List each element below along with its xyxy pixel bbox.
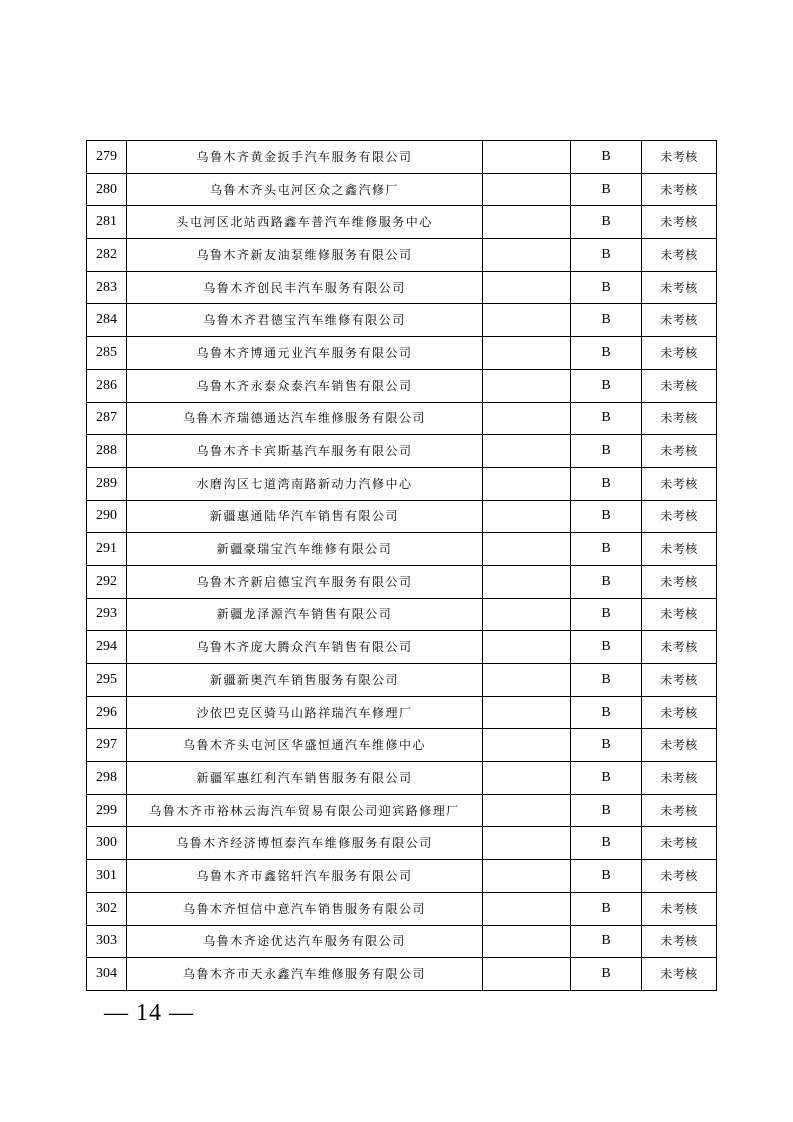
- record-number: 301: [87, 860, 127, 893]
- assessment-status: 未考核: [642, 729, 717, 762]
- company-name: 乌鲁木齐博通元业汽车服务有限公司: [127, 337, 483, 370]
- empty-cell: [483, 565, 571, 598]
- grade: B: [571, 141, 642, 174]
- assessment-status: 未考核: [642, 860, 717, 893]
- empty-cell: [483, 533, 571, 566]
- company-name: 乌鲁木齐市裕林云海汽车贸易有限公司迎宾路修理厂: [127, 794, 483, 827]
- record-number: 287: [87, 402, 127, 435]
- empty-cell: [483, 435, 571, 468]
- grade: B: [571, 402, 642, 435]
- empty-cell: [483, 827, 571, 860]
- company-name: 乌鲁木齐经济博恒泰汽车维修服务有限公司: [127, 827, 483, 860]
- empty-cell: [483, 467, 571, 500]
- record-number: 288: [87, 435, 127, 468]
- grade: B: [571, 664, 642, 697]
- record-number: 283: [87, 271, 127, 304]
- grade: B: [571, 206, 642, 239]
- grade: B: [571, 533, 642, 566]
- table-row: [87, 696, 717, 729]
- table-row: [87, 762, 717, 795]
- table-row: [87, 369, 717, 402]
- table-row: [87, 631, 717, 664]
- record-number: 285: [87, 337, 127, 370]
- company-name: 乌鲁木齐创民丰汽车服务有限公司: [127, 271, 483, 304]
- grade: B: [571, 239, 642, 272]
- table-row: [87, 337, 717, 370]
- empty-cell: [483, 173, 571, 206]
- records-body: [87, 141, 717, 991]
- company-name: 乌鲁木齐头屯河区华盛恒通汽车维修中心: [127, 729, 483, 762]
- empty-cell: [483, 206, 571, 239]
- assessment-status: 未考核: [642, 173, 717, 206]
- table-row: [87, 729, 717, 762]
- company-name: 沙依巴克区骑马山路祥瑞汽车修理厂: [127, 696, 483, 729]
- empty-cell: [483, 337, 571, 370]
- table-row: [87, 598, 717, 631]
- assessment-status: 未考核: [642, 271, 717, 304]
- table-row: [87, 173, 717, 206]
- empty-cell: [483, 958, 571, 991]
- grade: B: [571, 598, 642, 631]
- empty-cell: [483, 402, 571, 435]
- table-row: [87, 239, 717, 272]
- grade: B: [571, 925, 642, 958]
- record-number: 284: [87, 304, 127, 337]
- assessment-status: 未考核: [642, 206, 717, 239]
- grade: B: [571, 631, 642, 664]
- assessment-status: 未考核: [642, 467, 717, 500]
- assessment-status: 未考核: [642, 696, 717, 729]
- record-number: 281: [87, 206, 127, 239]
- table-row: [87, 860, 717, 893]
- company-name: 乌鲁木齐市鑫铭轩汽车服务有限公司: [127, 860, 483, 893]
- grade: B: [571, 827, 642, 860]
- empty-cell: [483, 729, 571, 762]
- assessment-status: 未考核: [642, 958, 717, 991]
- table-row: [87, 794, 717, 827]
- table-row: [87, 533, 717, 566]
- table-row: [87, 141, 717, 174]
- company-name: 乌鲁木齐瑞德通达汽车维修服务有限公司: [127, 402, 483, 435]
- record-number: 295: [87, 664, 127, 697]
- grade: B: [571, 173, 642, 206]
- company-name: 新疆豪瑞宝汽车维修有限公司: [127, 533, 483, 566]
- company-name: 新疆龙泽源汽车销售有限公司: [127, 598, 483, 631]
- grade: B: [571, 958, 642, 991]
- company-name: 乌鲁木齐卡宾斯基汽车服务有限公司: [127, 435, 483, 468]
- record-number: 297: [87, 729, 127, 762]
- assessment-status: 未考核: [642, 533, 717, 566]
- empty-cell: [483, 369, 571, 402]
- company-name: 乌鲁木齐君德宝汽车维修有限公司: [127, 304, 483, 337]
- table-row: [87, 304, 717, 337]
- empty-cell: [483, 304, 571, 337]
- empty-cell: [483, 860, 571, 893]
- empty-cell: [483, 631, 571, 664]
- grade: B: [571, 565, 642, 598]
- company-name: 乌鲁木齐恒信中意汽车销售服务有限公司: [127, 892, 483, 925]
- grade: B: [571, 762, 642, 795]
- grade: B: [571, 337, 642, 370]
- table-row: [87, 467, 717, 500]
- table-row: [87, 925, 717, 958]
- assessment-status: 未考核: [642, 925, 717, 958]
- empty-cell: [483, 664, 571, 697]
- record-number: 290: [87, 500, 127, 533]
- record-number: 298: [87, 762, 127, 795]
- company-name: 乌鲁木齐永泰众泰汽车销售有限公司: [127, 369, 483, 402]
- company-name: 乌鲁木齐黄金扳手汽车服务有限公司: [127, 141, 483, 174]
- record-number: 302: [87, 892, 127, 925]
- record-number: 296: [87, 696, 127, 729]
- grade: B: [571, 369, 642, 402]
- assessment-status: 未考核: [642, 141, 717, 174]
- company-name: 新疆惠通陆华汽车销售有限公司: [127, 500, 483, 533]
- grade: B: [571, 271, 642, 304]
- assessment-status: 未考核: [642, 827, 717, 860]
- record-number: 294: [87, 631, 127, 664]
- record-number: 291: [87, 533, 127, 566]
- table-row: [87, 402, 717, 435]
- grade: B: [571, 860, 642, 893]
- grade: B: [571, 696, 642, 729]
- grade: B: [571, 304, 642, 337]
- assessment-status: 未考核: [642, 369, 717, 402]
- table-row: [87, 206, 717, 239]
- grade: B: [571, 729, 642, 762]
- assessment-status: 未考核: [642, 565, 717, 598]
- record-number: 282: [87, 239, 127, 272]
- assessment-status: 未考核: [642, 892, 717, 925]
- empty-cell: [483, 762, 571, 795]
- record-number: 303: [87, 925, 127, 958]
- empty-cell: [483, 892, 571, 925]
- company-name: 乌鲁木齐市天永鑫汽车维修服务有限公司: [127, 958, 483, 991]
- company-name: 水磨沟区七道湾南路新动力汽修中心: [127, 467, 483, 500]
- company-name: 乌鲁木齐庞大腾众汽车销售有限公司: [127, 631, 483, 664]
- table-row: [87, 500, 717, 533]
- empty-cell: [483, 500, 571, 533]
- assessment-status: 未考核: [642, 337, 717, 370]
- table-row: [87, 827, 717, 860]
- table-row: [87, 271, 717, 304]
- empty-cell: [483, 696, 571, 729]
- empty-cell: [483, 925, 571, 958]
- grade: B: [571, 435, 642, 468]
- record-number: 293: [87, 598, 127, 631]
- table-row: [87, 958, 717, 991]
- company-name: 头屯河区北站西路鑫车普汽车维修服务中心: [127, 206, 483, 239]
- page-number: — 14 —: [104, 1000, 194, 1026]
- assessment-status: 未考核: [642, 304, 717, 337]
- assessment-status: 未考核: [642, 598, 717, 631]
- empty-cell: [483, 271, 571, 304]
- grade: B: [571, 794, 642, 827]
- assessment-status: 未考核: [642, 762, 717, 795]
- assessment-status: 未考核: [642, 631, 717, 664]
- assessment-status: 未考核: [642, 794, 717, 827]
- record-number: 289: [87, 467, 127, 500]
- company-name: 乌鲁木齐头屯河区众之鑫汽修厂: [127, 173, 483, 206]
- table-row: [87, 664, 717, 697]
- grade: B: [571, 892, 642, 925]
- record-number: 280: [87, 173, 127, 206]
- assessment-status: 未考核: [642, 239, 717, 272]
- grade: B: [571, 467, 642, 500]
- empty-cell: [483, 794, 571, 827]
- assessment-status: 未考核: [642, 435, 717, 468]
- company-name: 新疆军惠红利汽车销售服务有限公司: [127, 762, 483, 795]
- table-row: [87, 892, 717, 925]
- record-number: 300: [87, 827, 127, 860]
- empty-cell: [483, 598, 571, 631]
- assessment-status: 未考核: [642, 402, 717, 435]
- company-name: 乌鲁木齐途优达汽车服务有限公司: [127, 925, 483, 958]
- record-number: 299: [87, 794, 127, 827]
- company-name: 新疆新奥汽车销售服务有限公司: [127, 664, 483, 697]
- record-number: 286: [87, 369, 127, 402]
- empty-cell: [483, 239, 571, 272]
- assessment-status: 未考核: [642, 664, 717, 697]
- assessment-status: 未考核: [642, 500, 717, 533]
- company-name: 乌鲁木齐新启德宝汽车服务有限公司: [127, 565, 483, 598]
- grade: B: [571, 500, 642, 533]
- record-number: 292: [87, 565, 127, 598]
- company-name: 乌鲁木齐新友油泵维修服务有限公司: [127, 239, 483, 272]
- table-row: [87, 435, 717, 468]
- empty-cell: [483, 141, 571, 174]
- table-row: [87, 565, 717, 598]
- record-number: 279: [87, 141, 127, 174]
- records-table: [86, 140, 717, 991]
- record-number: 304: [87, 958, 127, 991]
